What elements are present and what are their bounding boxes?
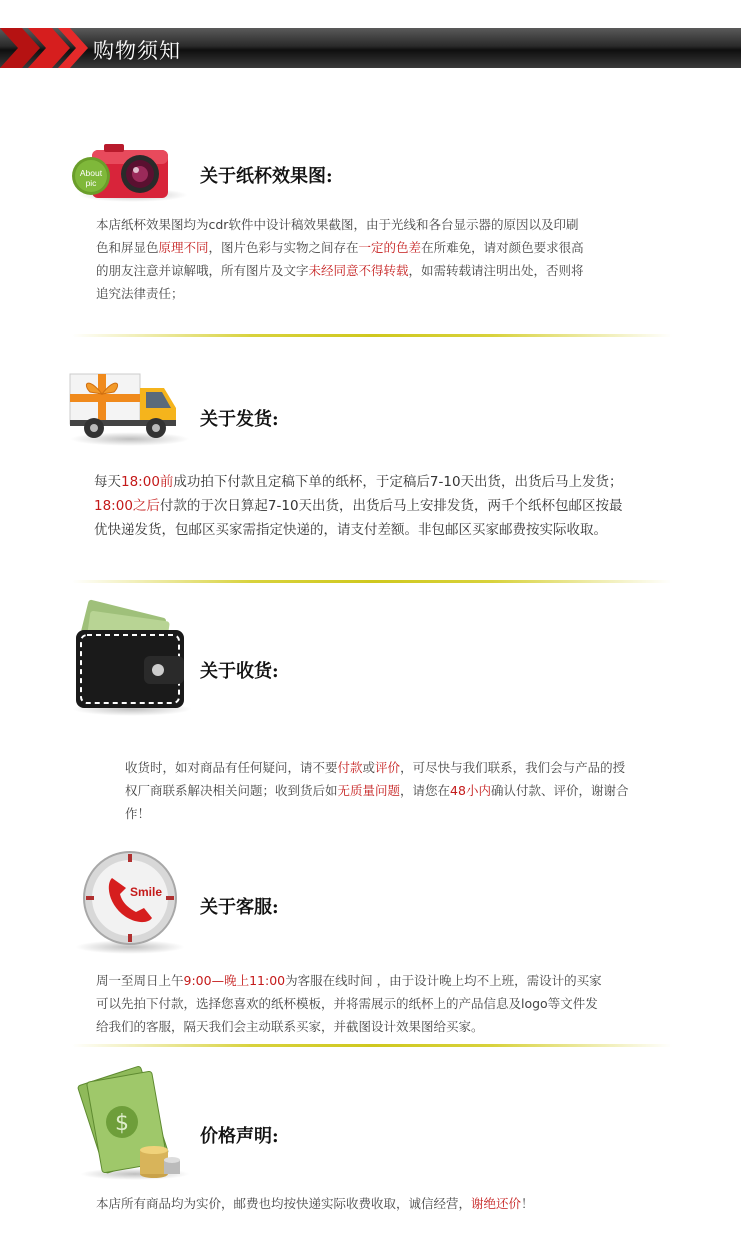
- section-body-price: [96, 1192, 716, 1215]
- body-text: 本店所有商品均为实价，邮费也均按快递实际收费收取，诚信经营，: [96, 1196, 472, 1211]
- highlight-text: 谢绝还价: [471, 1196, 522, 1211]
- body-text: ，如需转载请注明出处，否则将: [408, 263, 584, 278]
- body-text: 本店纸杯效果图均为cdr软件中设计稿效果截图，由于光线和各台显示器的原因以及印刷: [96, 217, 579, 232]
- smile-badge: Smile: [130, 885, 163, 899]
- section-body-receiving: [125, 756, 705, 825]
- section-title-shipping: 关于发货:: [200, 409, 279, 430]
- text-line: [125, 802, 705, 825]
- money-icon: [72, 1066, 182, 1178]
- body-text: 确认付款、评价，谢谢合: [490, 783, 629, 798]
- highlight-text: 18:00前: [121, 474, 174, 490]
- text-line: [96, 236, 696, 259]
- body-text: 作！: [125, 806, 151, 821]
- phone-icon: [78, 850, 184, 950]
- section-body-service: [96, 969, 716, 1038]
- highlight-text: 原理不同: [158, 240, 209, 255]
- text-line: [96, 282, 696, 305]
- svg-text:$: $: [115, 1111, 129, 1136]
- body-text: 为客服在线时间 ，由于设计晚上均不上班，需设计的买家: [285, 973, 602, 988]
- body-text: 或: [362, 760, 376, 775]
- text-line: [96, 1015, 716, 1038]
- section-divider: [72, 334, 672, 337]
- text-line: [125, 779, 705, 802]
- body-text: 的朋友注意并谅解哦，所有图片及文字: [96, 263, 309, 278]
- text-line: [125, 756, 705, 779]
- body-text: 每天: [94, 474, 121, 490]
- about-pic-badge: About pic: [79, 168, 103, 188]
- section-title-receiving: 关于收货:: [200, 661, 279, 682]
- section-body-effect: [96, 213, 696, 305]
- body-text: ，请您在: [400, 783, 451, 798]
- section-title-effect: 关于纸杯效果图:: [200, 166, 333, 187]
- section-title-price: 价格声明:: [200, 1126, 279, 1147]
- body-text: ！: [521, 1196, 534, 1211]
- highlight-text: 18:00之后: [94, 498, 160, 514]
- body-text: 周一至周日上午: [96, 973, 184, 988]
- delivery-truck-icon: [68, 362, 188, 444]
- highlight-text: 一定的色差: [358, 240, 422, 255]
- highlight-text: 评价: [375, 760, 401, 775]
- section-body-shipping: [94, 470, 704, 542]
- red-chevron-icon: [0, 28, 90, 68]
- section-divider: [72, 1044, 672, 1047]
- section-title-service: 关于客服:: [200, 897, 279, 918]
- highlight-text: 无质量问题: [337, 783, 401, 798]
- highlight-text: 未经同意不得转载: [308, 263, 409, 278]
- body-text: 收货时，如对商品有任何疑问，请不要: [125, 760, 338, 775]
- text-line: [96, 1192, 716, 1215]
- body-text: 付款的于次日算起7-10天出货，出货后马上安排发货，两千个纸杯包邮区按最: [159, 498, 623, 514]
- body-text: 在所难免，请对颜色要求很高: [421, 240, 584, 255]
- body-text: 权厂商联系解决相关问题；收到货后如: [125, 783, 338, 798]
- text-line: [94, 518, 704, 542]
- body-text: ，可尽快与我们联系，我们会与产品的授: [400, 760, 626, 775]
- wallet-icon: [72, 604, 192, 712]
- body-text: 成功拍下付款且定稿下单的纸杯，于定稿后7-10天出货，出货后马上发货；: [173, 474, 623, 490]
- body-text: 可以先拍下付款，选择您喜欢的纸杯模板，并将需展示的纸杯上的产品信息及logo等文件发: [96, 996, 598, 1011]
- body-text: ，图片色彩与实物之间存在: [208, 240, 359, 255]
- text-line: [96, 213, 696, 236]
- text-line: [96, 969, 716, 992]
- text-line: [96, 259, 696, 282]
- body-text: 追究法律责任；: [96, 286, 184, 301]
- highlight-text: 48小内: [450, 783, 491, 798]
- text-line: [94, 494, 704, 518]
- text-line: [96, 992, 716, 1015]
- body-text: 色和屏显色: [96, 240, 159, 255]
- section-divider: [72, 580, 672, 583]
- highlight-text: 付款: [337, 760, 363, 775]
- body-text: 给我们的客服，隔天我们会主动联系买家，并截图设计效果图给买家。: [96, 1019, 484, 1034]
- highlight-text: 9:00—晚上11:00: [183, 973, 286, 988]
- text-line: [94, 470, 704, 494]
- section-header-bar: [0, 28, 741, 68]
- body-text: 优快递发货，包邮区买家需指定快递的，请支付差额。非包邮区买家邮费按实际收取。: [94, 522, 607, 538]
- page-title: 购物须知: [93, 39, 181, 63]
